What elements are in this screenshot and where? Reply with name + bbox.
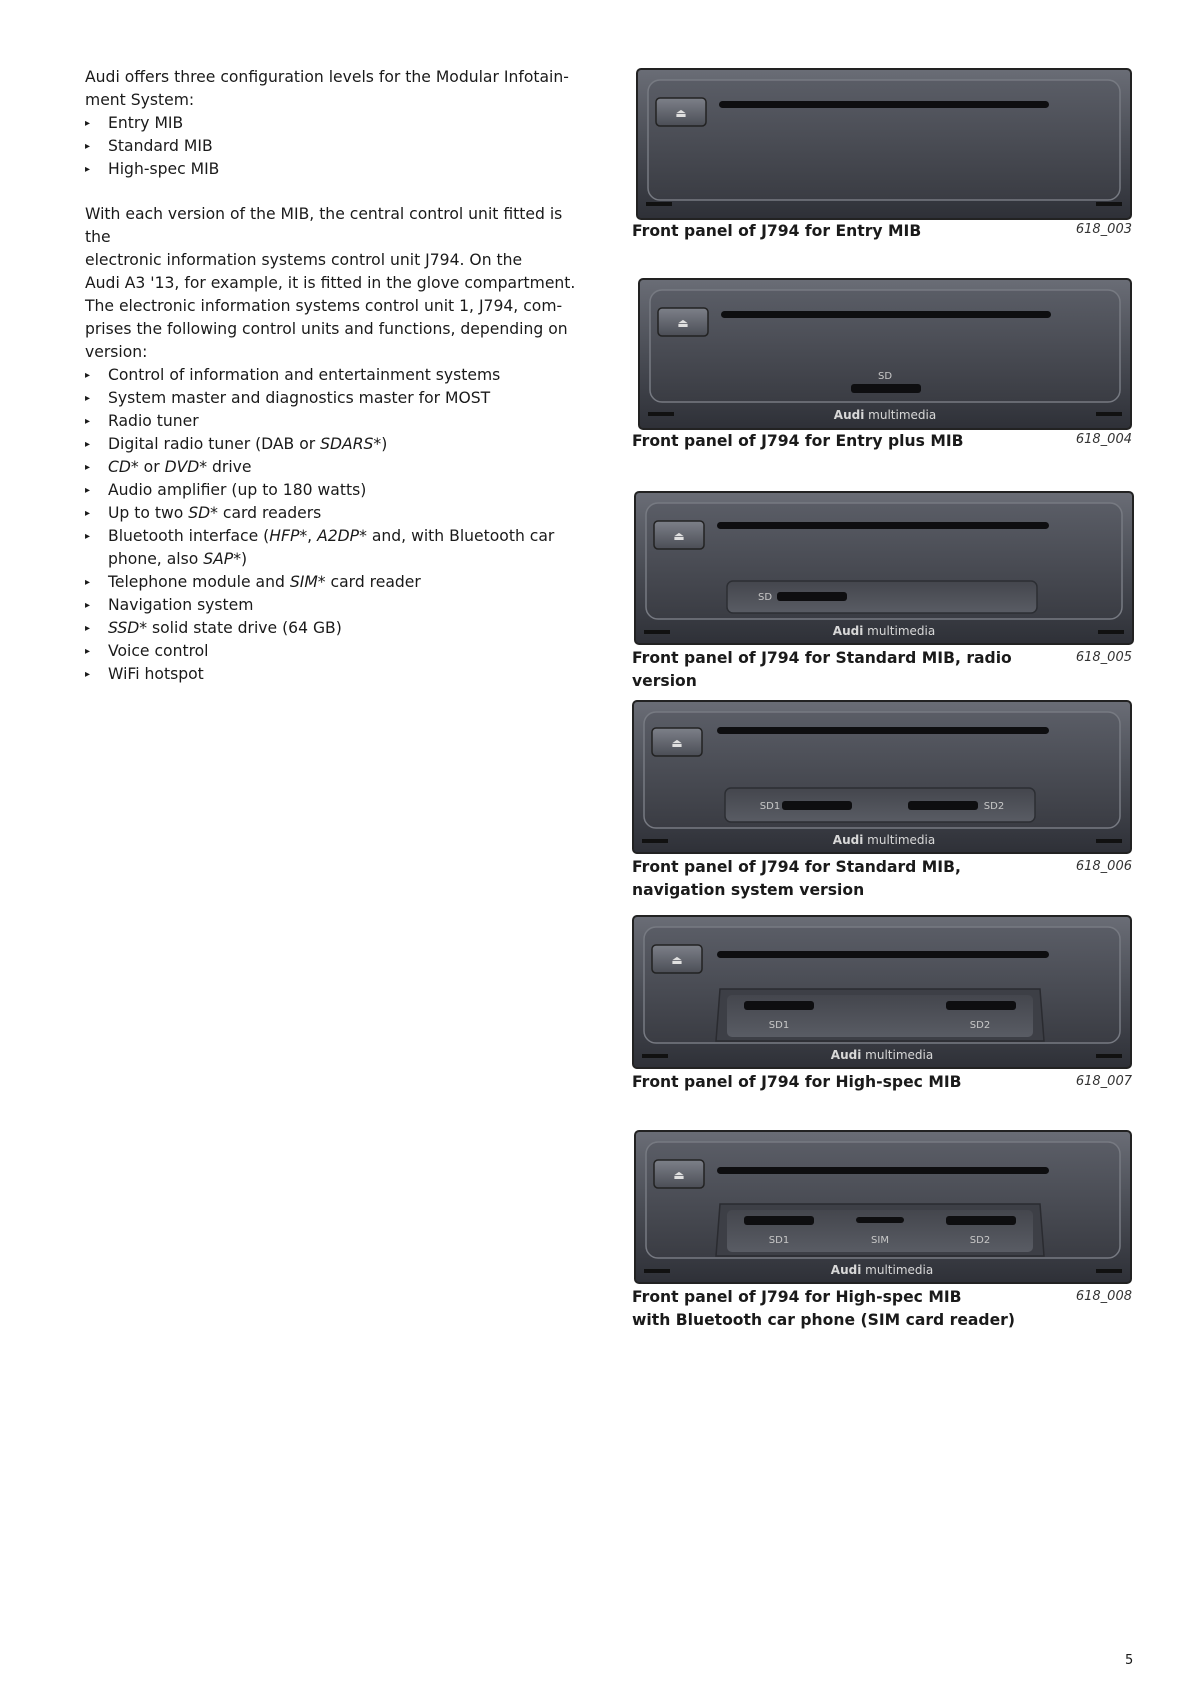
page-number: 5 (1125, 1653, 1134, 1668)
bullet-icon: ▸ (85, 393, 91, 404)
list-item: ▸ Standard MIB (85, 135, 585, 158)
eject-icon: ⏏ (671, 953, 683, 967)
eject-icon: ⏏ (673, 1168, 685, 1182)
control-unit-paragraph: With each version of the MIB, the central control unit fitted is the electronic information systems control unit J794. On the Audi A3 '13, for example, it is fitted in the glove compartment. (85, 205, 576, 292)
bullet-icon: ▸ (85, 370, 91, 381)
config-levels-list (85, 112, 585, 181)
intro-paragraph: Audi offers three configuration levels for the Modular Infotain- ment System: (85, 68, 569, 109)
sd1-slot-label: SD1 (759, 801, 781, 812)
list-item: ▸ Entry MIB (85, 112, 585, 135)
list-item: ▸ High-spec MIB (85, 158, 585, 181)
bullet-icon: ▸ (85, 600, 91, 611)
sd-slot-label: SD (877, 371, 893, 382)
list-item: ▸ Up to two SD* card readers (85, 502, 585, 525)
sd2-slot-label: SD2 (983, 801, 1005, 812)
brand-logo: Audi multimedia (833, 408, 937, 422)
figure-id: 618_006 (1075, 859, 1132, 874)
figure-id: 618_003 (1075, 222, 1132, 237)
front-panel-image (638, 278, 1132, 430)
list-item: ▸ SSD* solid state drive (64 GB) (85, 617, 585, 640)
figure-id: 618_005 (1075, 650, 1132, 665)
bullet-icon: ▸ (85, 118, 91, 129)
list-item: ▸ Voice control (85, 640, 585, 663)
figure-entry-plus-mib (632, 276, 1132, 456)
list-item: ▸ Control of information and entertainment systems (85, 364, 585, 387)
list-item: ▸ Navigation system (85, 594, 585, 617)
sd1-slot-label: SD1 (768, 1020, 790, 1031)
front-panel-image (632, 700, 1132, 854)
brand-logo: Audi multimedia (832, 624, 936, 638)
bullet-icon: ▸ (85, 646, 91, 657)
figure-standard-mib-radio (632, 491, 1132, 690)
bullet-icon: ▸ (85, 141, 91, 152)
figure-high-spec-mib-sim (632, 1130, 1132, 1350)
list-item: ▸ Telephone module and SIM* card reader (85, 571, 585, 594)
figure-standard-mib-navigation (632, 700, 1132, 900)
bullet-icon: ▸ (85, 164, 91, 175)
figure-caption: Front panel of J794 for Standard MIB, radio version (632, 649, 1012, 690)
bullet-icon: ▸ (85, 623, 91, 634)
list-item: ▸ CD* or DVD* drive (85, 456, 585, 479)
bullet-icon: ▸ (85, 531, 91, 542)
front-panel-image (634, 1130, 1132, 1284)
sd2-slot-label: SD2 (969, 1020, 991, 1031)
figure-high-spec-mib (632, 915, 1132, 1095)
bullet-icon: ▸ (85, 669, 91, 680)
list-item: ▸ Digital radio tuner (DAB or SDARS*) (85, 433, 585, 456)
list-item: ▸ Bluetooth interface (HFP*, A2DP* and, with Bluetooth car phone, also SAP*) (85, 527, 555, 568)
eject-icon: ⏏ (675, 106, 687, 120)
brand-logo: Audi multimedia (832, 833, 936, 847)
front-panel-image (632, 915, 1132, 1069)
list-item: ▸ System master and diagnostics master for MOST (85, 387, 585, 410)
sd1-slot-label: SD1 (768, 1235, 790, 1246)
front-panel-image (634, 491, 1134, 645)
front-panel-image (636, 68, 1132, 220)
sim-slot-label: SIM (871, 1235, 889, 1246)
bullet-icon: ▸ (85, 485, 91, 496)
list-item: ▸ WiFi hotspot (85, 663, 585, 686)
eject-icon: ⏏ (671, 736, 683, 750)
brand-logo: Audi multimedia (830, 1048, 934, 1062)
bullet-icon: ▸ (85, 577, 91, 588)
functions-intro-paragraph: The electronic information systems control unit 1, J794, com- prises the following control units and functions, depending on version: (85, 297, 568, 361)
figure-caption: Front panel of J794 for Entry plus MIB (632, 432, 964, 450)
brand-logo: Audi multimedia (830, 1263, 934, 1277)
figure-entry-mib (632, 66, 1132, 246)
figure-caption: Front panel of J794 for High-spec MIB with Bluetooth car phone (SIM card reader) (632, 1288, 1015, 1329)
body-text-column (85, 66, 585, 708)
figure-caption: Front panel of J794 for Entry MIB (632, 222, 922, 240)
figure-caption: Front panel of J794 for High-spec MIB (632, 1073, 962, 1091)
bullet-icon: ▸ (85, 416, 91, 427)
eject-icon: ⏏ (673, 529, 685, 543)
list-item: ▸ Radio tuner (85, 410, 585, 433)
figure-id: 618_004 (1075, 432, 1132, 447)
functions-list (85, 364, 585, 686)
sd-slot-label: SD (757, 592, 773, 603)
eject-icon: ⏏ (677, 316, 689, 330)
bullet-icon: ▸ (85, 508, 91, 519)
figure-caption: Front panel of J794 for Standard MIB, navigation system version (632, 858, 961, 899)
bullet-icon: ▸ (85, 462, 91, 473)
figure-id: 618_007 (1075, 1074, 1132, 1089)
bullet-icon: ▸ (85, 439, 91, 450)
list-item: ▸ Audio amplifier (up to 180 watts) (85, 479, 585, 502)
sd2-slot-label: SD2 (969, 1235, 991, 1246)
figure-id: 618_008 (1075, 1289, 1132, 1304)
